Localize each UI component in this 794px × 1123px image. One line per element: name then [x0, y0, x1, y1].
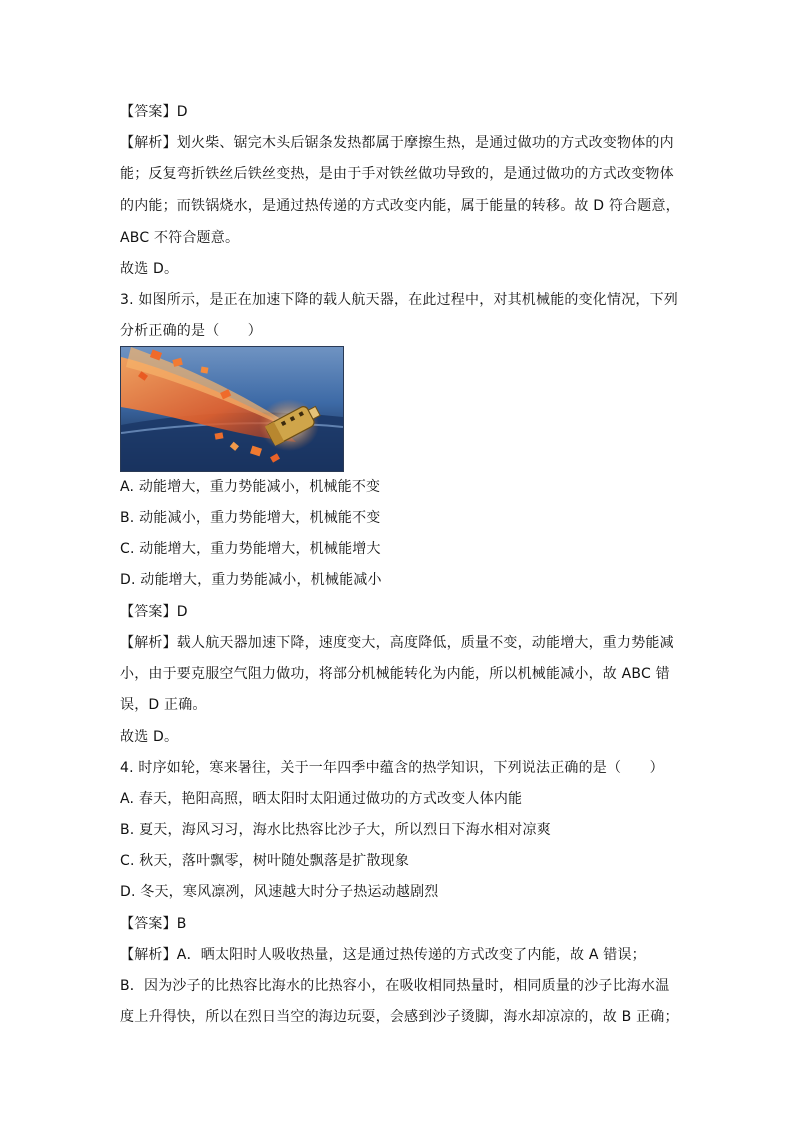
spacecraft-reentry-image — [120, 346, 344, 472]
option-b: B. 夏天，海风习习，海水比热容比沙子大，所以烈日下海水相对凉爽 — [120, 822, 551, 838]
answer-label: 【答案】D — [120, 104, 188, 120]
answer-label: 【答案】D — [120, 604, 188, 620]
analysis-line: 【解析】A．晒太阳时人吸收热量，这是通过热传递的方式改变了内能，故 A 错误； — [120, 947, 646, 963]
analysis-line: ABC 不符合题意。 — [120, 230, 240, 246]
option-b: B. 动能减小，重力势能增大，机械能不变 — [120, 510, 381, 526]
analysis-line: 的内能；而铁锅烧水，是通过热传递的方式改变内能，属于能量的转移。故 D 符合题意， — [120, 198, 680, 214]
conclusion: 故选 D。 — [120, 261, 179, 277]
analysis-line: 误，D 正确。 — [120, 697, 207, 713]
question-3-stem: 分析正确的是（ ） — [120, 323, 262, 339]
option-c: C. 动能增大，重力势能增大，机械能增大 — [120, 541, 381, 557]
option-c: C. 秋天，落叶飘零，树叶随处飘落是扩散现象 — [120, 853, 410, 869]
option-a: A. 动能增大，重力势能减小，机械能不变 — [120, 479, 381, 495]
answer-label: 【答案】B — [120, 916, 187, 932]
analysis-line: B．因为沙子的比热容比海水的比热容小，在吸收相同热量时，相同质量的沙子比海水温 — [120, 978, 670, 994]
question-4-stem: 4. 时序如轮，寒来暑往，关于一年四季中蕴含的热学知识，下列说法正确的是（ ） — [120, 760, 664, 776]
spacecraft-illustration — [121, 347, 343, 471]
option-a: A. 春天，艳阳高照，晒太阳时太阳通过做功的方式改变人体内能 — [120, 791, 523, 807]
option-d: D. 冬天，寒风凛冽，风速越大时分子热运动越剧烈 — [120, 884, 439, 900]
analysis-line: 小，由于要克服空气阻力做功，将部分机械能转化为内能，所以机械能减小，故 ABC 错 — [120, 666, 670, 682]
analysis-line: 度上升得快，所以在烈日当空的海边玩耍，会感到沙子烫脚，海水却凉凉的，故 B 正确； — [120, 1009, 679, 1025]
question-3-stem: 3. 如图所示，是正在加速下降的载人航天器，在此过程中，对其机械能的变化情况，下列 — [120, 292, 679, 308]
analysis-line: 【解析】划火柴、锯完木头后锯条发热都属于摩擦生热，是通过做功的方式改变物体的内 — [120, 135, 674, 151]
analysis-line: 【解析】载人航天器加速下降，速度变大，高度降低，质量不变，动能增大，重力势能减 — [120, 635, 674, 651]
analysis-line: 能；反复弯折铁丝后铁丝变热，是由于手对铁丝做功导致的，是通过做功的方式改变物体 — [120, 166, 674, 182]
option-d: D. 动能增大，重力势能减小，机械能减小 — [120, 572, 382, 588]
conclusion: 故选 D。 — [120, 729, 179, 745]
